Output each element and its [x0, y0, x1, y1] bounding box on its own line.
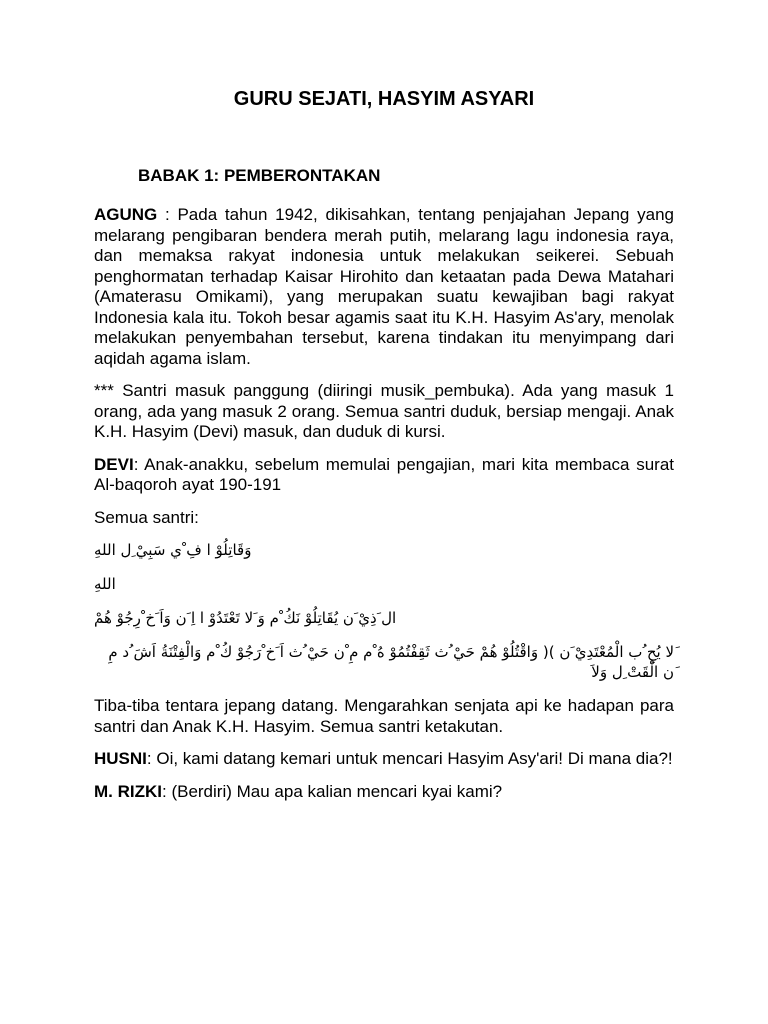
paragraph-text: : Oi, kami datang kemari untuk mencari Hasyim Asy'ari! Di mana dia?! [146, 749, 673, 768]
paragraph-text: Tiba-tiba tentara jepang datang. Mengarahkan senjata api ke hadapan para santri dan Anak K.H. Hasyim. Semua santri ketakutan. [94, 696, 674, 736]
arabic-verse-line: ال َذِيْ َن يُقَاتِلُوْ نَكُ ْم وَ َلا تَعْتَدُوْ ا اِ َن وَاَ َخ ْرِجُوْ هُمْ [94, 609, 397, 627]
paragraph-m-rizki [94, 782, 674, 803]
document-body [94, 205, 674, 814]
chorus-label: Semua santri: [94, 507, 199, 527]
arabic-verse-line: َلا يُحِ ُب الْمُعْتَدِيْ َن )( وَاقْتُلُوْ هُمْ حَيْ ُث ثَقِفْتُمُوْ هُ ْم مِ ْن حَيْ ُث اَ َخ ْرَجُوْ كُ ْم وَالْفِتْنَةُ اَشَ ُد مِ َن الْقَتْ ِل وَلاَ [108, 643, 674, 681]
paragraph-agung [94, 205, 674, 369]
paragraph-text: *** Santri masuk panggung (diiringi musik_pembuka). Ada yang masuk 1 orang, ada yang masuk 2 orang. Semua santri duduk, bersiap mengaji. Anak K.H. Hasyim (Devi) masuk, dan duduk di kursi. [94, 381, 674, 441]
document-title: GURU SEJATI, HASYIM ASYARI [233, 88, 535, 110]
paragraph-devi [94, 455, 674, 496]
speaker-name: DEVI [94, 454, 134, 474]
arabic-verse-line: اللهِ [94, 575, 116, 593]
stage-direction [94, 381, 674, 443]
speaker-name: M. RIZKI [94, 781, 162, 801]
arabic-verse-line: وَقَاتِلُوْ ا فِ ْي سَبِيْ ِل اللهِ [94, 541, 252, 559]
paragraph-text: : (Berdiri) Mau apa kalian mencari kyai kami? [162, 781, 503, 801]
paragraph-text: : Anak-anakku, sebelum memulai pengajian, mari kita membaca surat Al-baqoroh ayat 190-191 [94, 454, 674, 494]
scene-heading: BABAK 1: PEMBERONTAKAN [138, 166, 381, 185]
speaker-name: HUSNI [94, 749, 147, 768]
speaker-name: AGUNG [94, 205, 158, 224]
paragraph-text: : Pada tahun 1942, dikisahkan, tentang penjajahan Jepang yang melarang pengibaran bendera merah putih, melarang lagu indonesia raya, dan memaksa rakyat indonesia untuk melakukan seikerei. Sebuah penghormatan terhadap Kaisar Hirohito dan ketaatan pada Dewa Matahari (Amaterasu Omikami), yang merupakan suatu kewajiban bagi rakyat Indonesia kala itu. Tokoh besar agamis saat itu K.H. Hasyim As'ary, menolak melakukan penyembahan tersebut, karena tindakan itu menyimpang dari aqidah agama islam. [94, 205, 674, 368]
stage-direction [94, 696, 674, 737]
paragraph-husni [94, 749, 674, 770]
